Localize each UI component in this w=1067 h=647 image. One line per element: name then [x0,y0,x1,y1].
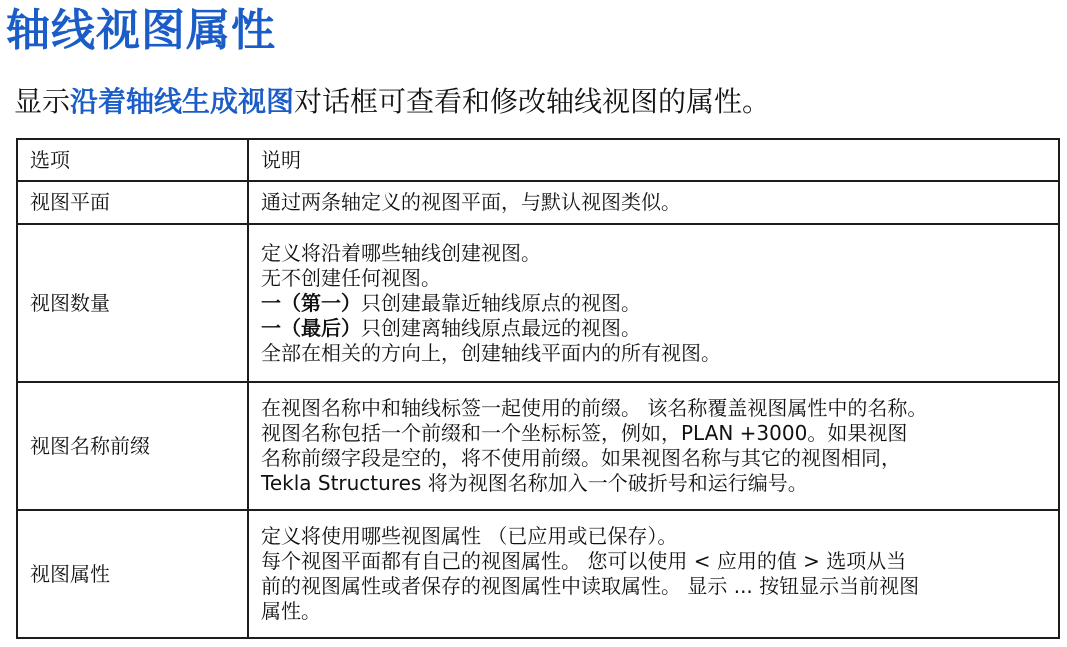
intro-before: 显示 [14,85,71,118]
description-line [261,291,1046,316]
description-line: 属性。 [261,599,321,623]
intro-after: 对话框可查看和修改轴线视图的属性。 [294,85,771,118]
table-header-row [17,139,1059,181]
properties-table [16,138,1060,639]
description-line: 全部在相关的方向上，创建轴线平面内的所有视图。 [261,340,721,365]
description-line: 无不创建任何视图。 [261,265,441,290]
dialog-name-highlight: 沿着轴线生成视图 [70,85,295,118]
term-first-desc: 只创建最靠近轴线原点的视图。 [361,290,641,315]
description-line: 名称前缀字段是空的，将不使用前缀。如果视图名称与其它的视图相同， [261,446,901,470]
description-line: 每个视图平面都有自己的视图属性。 您可以使用 < 应用的值 > 选项从当 [261,549,907,573]
row-description [248,510,1059,638]
row-description [248,382,1059,510]
row-option: 视图平面 [17,181,248,224]
term-last: 一（最后） [261,315,361,340]
term-first: 一（第一） [261,290,361,315]
table-row [17,224,1059,382]
row-option: 视图属性 [17,510,248,638]
row-description [248,181,1059,224]
term-last-desc: 只创建离轴线原点最远的视图。 [361,315,641,340]
row-option: 视图数量 [17,224,248,382]
row-option: 视图名称前缀 [17,382,248,510]
description-line: 前的视图属性或者保存的视图属性中读取属性。 显示 ... 按钮显示当前视图 [261,574,920,598]
table-row [17,181,1059,224]
header-option: 选项 [17,139,248,181]
page-title: 轴线视图属性 [6,5,276,56]
description-line [261,316,1046,341]
description-line: 通过两条轴定义的视图平面，与默认视图类似。 [261,190,681,214]
header-description: 说明 [248,139,1059,181]
row-description [248,224,1059,382]
table-row [17,510,1059,638]
description-line: 在视图名称中和轴线标签一起使用的前缀。 该名称覆盖视图属性中的名称。 [261,396,928,420]
intro-text [14,80,770,124]
table-row [17,382,1059,510]
description-line: 定义将沿着哪些轴线创建视图。 [261,240,541,265]
description-line: Tekla Structures 将为视图名称加入一个破折号和运行编号。 [261,471,808,495]
description-line: 定义将使用哪些视图属性 （已应用或已保存）。 [261,524,678,548]
description-line: 视图名称包括一个前缀和一个坐标标签，例如，PLAN +3000。如果视图 [261,421,908,445]
